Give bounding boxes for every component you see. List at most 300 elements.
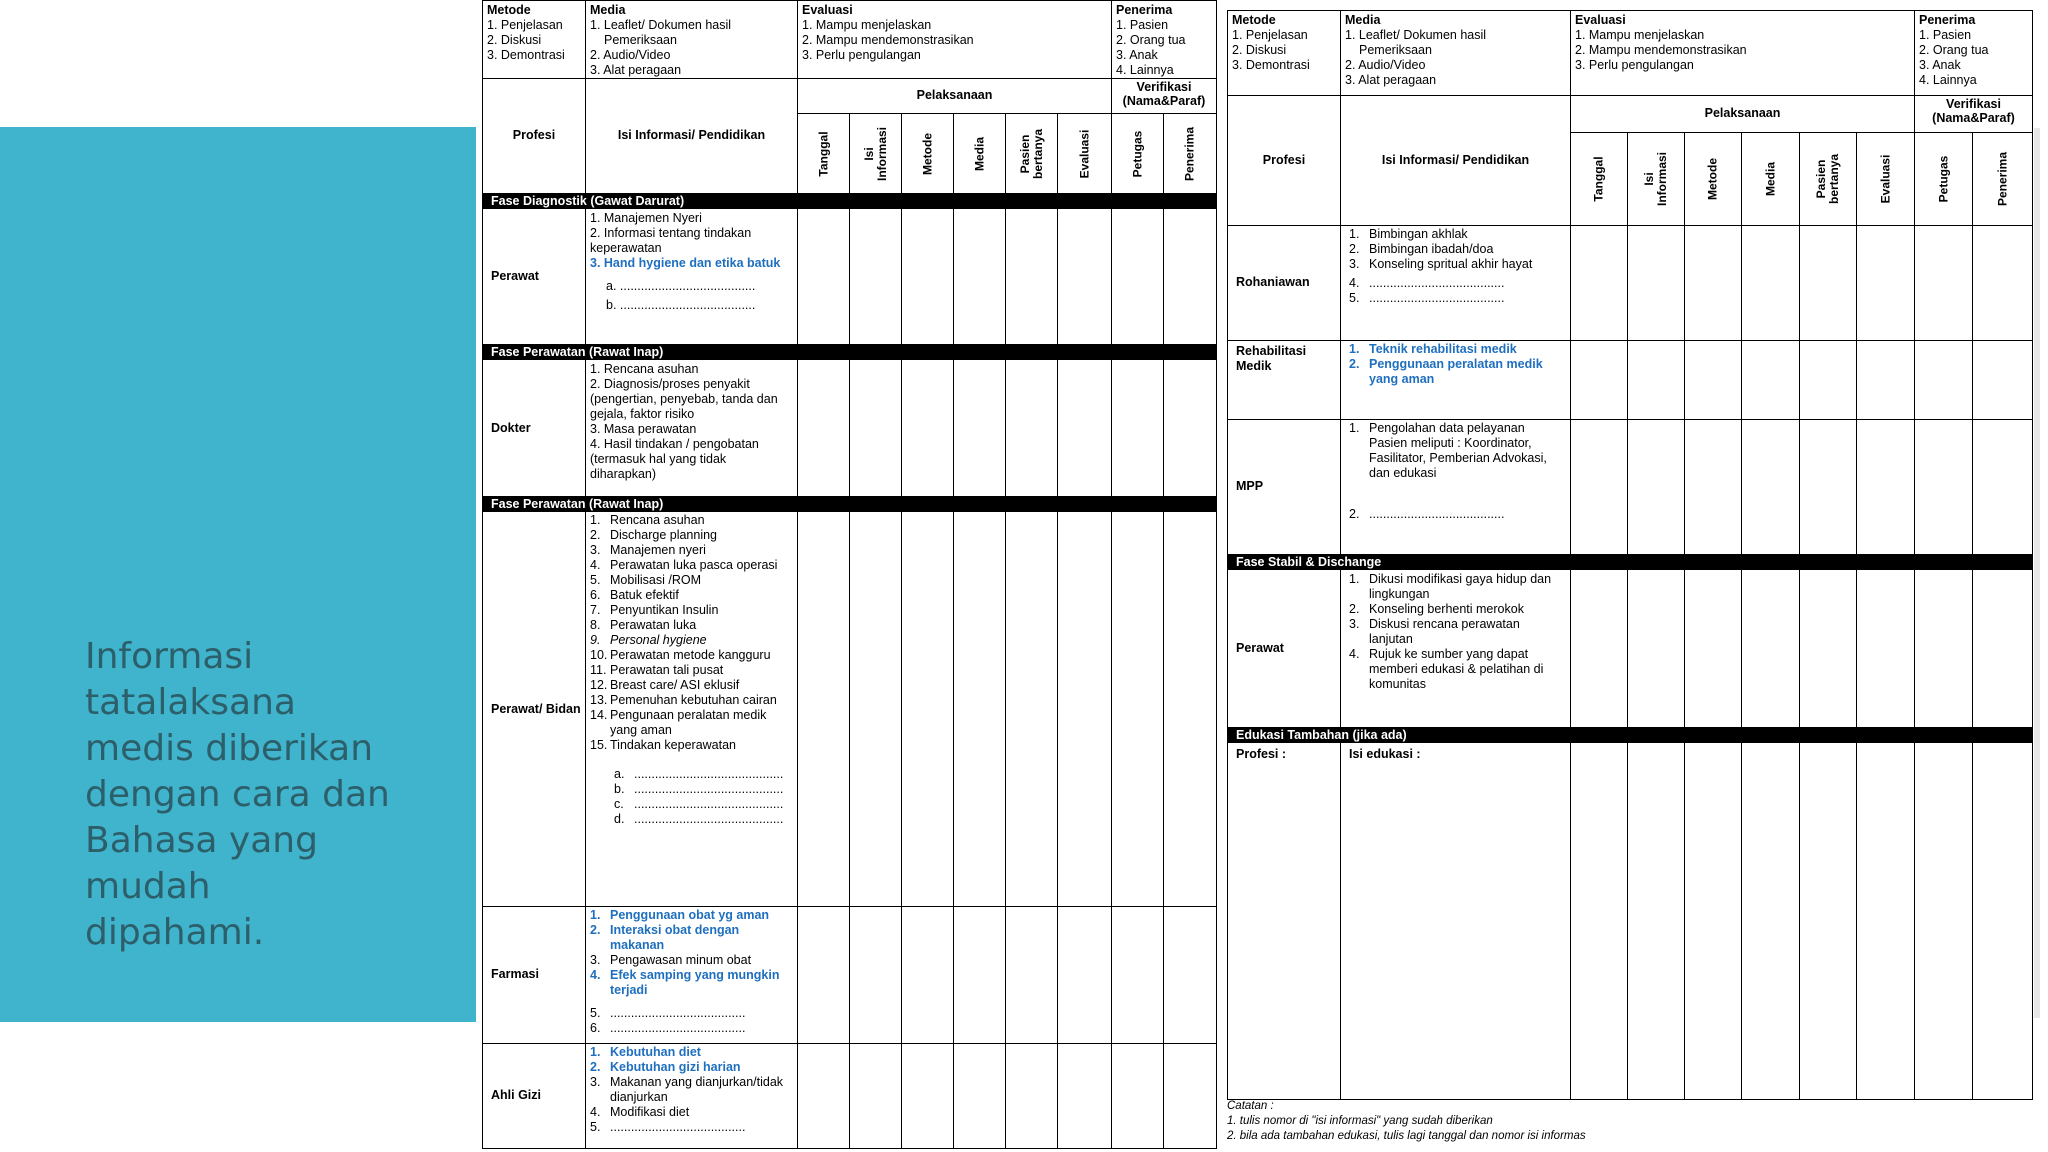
col-label: Tanggal <box>816 130 830 177</box>
legend-item: Pemeriksaan <box>604 33 677 47</box>
info-item: 2. Informasi tentang tindakan keperawatan <box>590 226 752 255</box>
info-list <box>590 908 793 1036</box>
table-cell[interactable] <box>1164 209 1216 344</box>
legend-item: 2. Orang tua <box>1919 43 1989 57</box>
form-legend-header <box>483 1 1216 79</box>
item-number: 7. <box>590 603 601 617</box>
info-cell <box>586 1043 798 1148</box>
header-profesi: Profesi <box>1228 95 1341 225</box>
row-rehabilitasi-medik <box>1228 340 2032 420</box>
item-number: 1. <box>590 513 601 527</box>
list-item <box>1349 572 1566 602</box>
item-text: ....................................... <box>610 1021 746 1035</box>
item-text: Perawatan tali pusat <box>610 663 724 677</box>
list-item <box>590 738 793 753</box>
col-label: Petugas <box>1936 155 1950 203</box>
list-item <box>590 1105 793 1120</box>
list-item <box>590 558 793 573</box>
profesi-label: Rehabilitasi Medik <box>1228 340 1341 419</box>
table-cell[interactable] <box>1058 906 1112 1043</box>
item-text: Kebutuhan diet <box>610 1045 701 1059</box>
item-number: 13. <box>590 693 608 707</box>
info-item: 3. Masa perawatan <box>590 422 697 436</box>
header-tanggal <box>798 114 850 193</box>
legend-item: 2. Orang tua <box>1116 33 1186 47</box>
item-text: Bimbingan akhlak <box>1369 227 1468 241</box>
row-perawat-stabil <box>1228 570 2032 728</box>
header-penerima <box>1973 133 2032 225</box>
profesi-label: Perawat <box>1228 570 1341 727</box>
header-pelaksanaan: Pelaksanaan <box>798 78 1112 114</box>
item-text: Mobilisasi /ROM <box>610 573 701 587</box>
item-number: 1. <box>590 1045 601 1059</box>
table-cell[interactable] <box>1571 419 1628 554</box>
list-item <box>590 648 793 663</box>
list-item <box>590 528 793 543</box>
item-number: d. <box>614 812 625 826</box>
table-cell[interactable] <box>902 209 954 344</box>
list-item <box>590 908 793 923</box>
list-item <box>1349 257 1566 272</box>
table-cell[interactable] <box>1112 512 1164 906</box>
item-text: Dikusi modifikasi gaya hidup dan lingkungan <box>1369 572 1552 601</box>
header-media <box>1742 133 1800 225</box>
education-form-left <box>482 0 1217 1149</box>
table-cell[interactable] <box>1973 570 2032 727</box>
table-cell[interactable] <box>1857 225 1915 340</box>
item-text: ........................................... <box>634 797 784 811</box>
header-verifikasi: Verifikasi (Nama&Paraf) <box>1915 95 2032 133</box>
header-pasien-bertanya <box>1006 114 1058 193</box>
col-label: Isi Informasi <box>1642 152 1669 207</box>
item-number: b. <box>614 782 625 796</box>
table-cell[interactable] <box>1915 570 1973 727</box>
table-cell[interactable] <box>1571 570 1628 727</box>
table-cell[interactable] <box>798 512 850 906</box>
list-item <box>590 1006 793 1021</box>
header-pasien-bertanya <box>1800 133 1857 225</box>
info-cell <box>586 906 798 1043</box>
item-text: Penyuntikan Insulin <box>610 603 719 617</box>
item-text: Rencana asuhan <box>610 513 705 527</box>
table-cell[interactable] <box>1006 209 1058 344</box>
item-number: 9. <box>590 633 601 647</box>
item-text: ....................................... <box>1369 291 1505 305</box>
list-item <box>1349 421 1566 481</box>
table-cell[interactable] <box>1915 340 1973 419</box>
table-cell[interactable] <box>1800 743 1857 1099</box>
page-edge-shadow <box>2034 128 2040 1018</box>
list-item <box>590 953 793 968</box>
item-text: Rujuk ke sumber yang dapat memberi edukasi & pelatihan di komunitas <box>1369 647 1544 691</box>
profesi-field-label: Profesi : <box>1228 743 1341 1099</box>
legend-title: Evaluasi <box>802 3 853 17</box>
row-farmasi <box>483 906 1216 1044</box>
col-label: Pasien bertanya <box>1814 153 1841 205</box>
list-item <box>1349 647 1566 692</box>
legend-item: 1. Leaflet/ Dokumen hasil <box>590 18 732 32</box>
col-label: Evaluasi <box>1878 154 1892 204</box>
header-metode <box>902 114 954 193</box>
item-number: 4. <box>1349 276 1360 290</box>
header-isi-info-col <box>1628 133 1685 225</box>
table-cell[interactable] <box>1685 743 1742 1099</box>
list-item <box>590 618 793 633</box>
form-legend-header <box>1228 11 2032 96</box>
table-header <box>1228 95 2032 226</box>
education-form-right <box>1227 10 2033 1100</box>
item-number: 2. <box>1349 242 1360 256</box>
info-item: 3. Hand hygiene dan etika batuk <box>590 256 781 270</box>
table-cell[interactable] <box>1058 209 1112 344</box>
list-item <box>590 633 793 648</box>
legend-metode <box>1228 11 1341 95</box>
table-cell[interactable] <box>954 512 1006 906</box>
table-cell[interactable] <box>850 906 902 1043</box>
info-list <box>590 1045 793 1135</box>
item-number: 1. <box>590 908 601 922</box>
list-item <box>590 1045 793 1060</box>
list-item <box>590 1021 793 1036</box>
list-item <box>1349 602 1566 617</box>
item-text: Konseling berhenti merokok <box>1369 602 1524 616</box>
list-item <box>590 923 793 953</box>
table-cell[interactable] <box>798 360 850 496</box>
list-item <box>1349 291 1566 306</box>
table-cell[interactable] <box>1742 225 1800 340</box>
col-label: Metode <box>920 132 934 175</box>
table-cell[interactable] <box>954 906 1006 1043</box>
legend-item: 2. Audio/Video <box>590 48 671 62</box>
info-cell <box>1341 225 1571 340</box>
item-number: 3. <box>1349 257 1360 271</box>
list-item <box>1349 357 1566 387</box>
isi-edukasi-label: Isi edukasi : <box>1341 743 1571 1099</box>
item-number: 4. <box>590 558 601 572</box>
item-text: Breast care/ ASI eklusif <box>610 678 740 692</box>
table-cell[interactable] <box>1742 570 1800 727</box>
table-cell[interactable] <box>954 1043 1006 1148</box>
table-cell[interactable] <box>1628 225 1685 340</box>
legend-item: 3. Anak <box>1919 58 1961 72</box>
table-cell[interactable] <box>1857 340 1915 419</box>
list-item <box>614 812 793 827</box>
table-cell[interactable] <box>1112 1043 1164 1148</box>
list-item <box>590 1120 793 1135</box>
col-label: Penerima <box>1182 126 1197 181</box>
table-cell[interactable] <box>1857 419 1915 554</box>
table-cell[interactable] <box>1058 512 1112 906</box>
header-isi-informasi: Isi Informasi/ Pendidikan <box>1341 95 1571 225</box>
list-item <box>590 603 793 618</box>
note-item-1: 1. tulis nomor di "isi informasi" yang sudah diberikan <box>1227 1115 1493 1127</box>
header-pelaksanaan: Pelaksanaan <box>1571 95 1915 133</box>
item-text: Teknik rehabilitasi medik <box>1369 342 1517 356</box>
item-text: ....................................... <box>1369 276 1505 290</box>
table-cell[interactable] <box>1915 743 1973 1099</box>
item-number: 3. <box>1349 617 1360 631</box>
sidebar-panel <box>0 127 476 1022</box>
legend-item: 2. Mampu mendemonstrasikan <box>1575 43 1747 57</box>
table-cell[interactable] <box>1685 340 1742 419</box>
table-cell[interactable] <box>1112 209 1164 344</box>
phase-diagnostik: Fase Diagnostik (Gawat Darurat) <box>483 193 1216 209</box>
item-number: 6. <box>590 588 601 602</box>
item-number: 4. <box>1349 647 1360 661</box>
header-profesi: Profesi <box>483 78 586 193</box>
info-item: 1. Manajemen Nyeri <box>590 211 702 225</box>
legend-title: Metode <box>487 3 531 17</box>
info-item: 1. Rencana asuhan <box>590 362 699 376</box>
info-cell <box>1341 570 1571 727</box>
table-cell[interactable] <box>1628 743 1685 1099</box>
item-text: ....................................... <box>1369 507 1505 521</box>
row-ahli-gizi <box>483 1043 1216 1148</box>
item-text: Diskusi rencana perawatan lanjutan <box>1369 617 1520 646</box>
col-label: Petugas <box>1130 130 1144 177</box>
item-number: 2. <box>590 1060 601 1074</box>
header-petugas <box>1112 114 1164 193</box>
header-petugas <box>1915 133 1973 225</box>
table-cell[interactable] <box>1742 340 1800 419</box>
legend-item: 1. Penjelasan <box>1232 28 1308 42</box>
legend-item: 1. Mampu menjelaskan <box>1575 28 1705 42</box>
table-cell[interactable] <box>1685 225 1742 340</box>
item-text: Interaksi obat dengan makanan <box>610 923 740 952</box>
table-cell[interactable] <box>902 512 954 906</box>
info-cell <box>586 360 798 496</box>
info-list <box>1349 421 1566 522</box>
profesi-label: Rohaniawan <box>1228 225 1341 340</box>
table-cell[interactable] <box>902 360 954 496</box>
legend-item: 3. Perlu pengulangan <box>1575 58 1694 72</box>
profesi-label: MPP <box>1228 419 1341 554</box>
item-number: 5. <box>590 1006 601 1020</box>
table-cell[interactable] <box>1973 225 2032 340</box>
item-text: ....................................... <box>610 1120 746 1134</box>
legend-item: 3. Demontrasi <box>1232 58 1310 72</box>
legend-penerima <box>1915 11 2032 95</box>
info-item: a. ....................................... <box>606 279 756 293</box>
row-dokter <box>483 360 1216 497</box>
item-text: Tindakan keperawatan <box>610 738 737 752</box>
item-text: Konseling spritual akhir hayat <box>1369 257 1533 271</box>
table-cell[interactable] <box>1800 225 1857 340</box>
row-rohaniawan <box>1228 225 2032 341</box>
table-cell[interactable] <box>1685 570 1742 727</box>
list-item <box>590 693 793 708</box>
item-number: 1. <box>1349 421 1360 435</box>
table-cell[interactable] <box>798 1043 850 1148</box>
col-label: Pasien bertanya <box>1017 128 1045 179</box>
phase-edukasi-tambahan: Edukasi Tambahan (jika ada) <box>1228 727 2032 743</box>
profesi-label: Farmasi <box>483 906 586 1043</box>
table-cell[interactable] <box>1058 1043 1112 1148</box>
item-number: 2. <box>590 923 601 937</box>
row-edukasi-tambahan <box>1228 743 2032 1099</box>
table-cell[interactable] <box>1164 1043 1216 1148</box>
item-number: 2. <box>1349 602 1360 616</box>
legend-item: 3. Alat peragaan <box>590 63 682 77</box>
table-cell[interactable] <box>1164 360 1216 496</box>
row-perawat-diagnostik <box>483 209 1216 345</box>
info-cell <box>1341 340 1571 419</box>
table-cell[interactable] <box>1628 570 1685 727</box>
item-text: Manajemen nyeri <box>610 543 706 557</box>
legend-item: 3. Alat peragaan <box>1345 73 1437 87</box>
list-item <box>590 513 793 528</box>
info-item: b. ....................................... <box>606 298 756 312</box>
info-item: 2. Diagnosis/proses penyakit (pengertian, penyebab, tanda dan gejala, faktor risiko <box>590 377 778 421</box>
table-cell[interactable] <box>850 209 902 344</box>
info-cell <box>1341 419 1571 554</box>
item-number: 12. <box>590 678 608 692</box>
item-number: 3. <box>590 953 601 967</box>
legend-item: 1. Mampu menjelaskan <box>802 18 932 32</box>
phase-stabil-discharge: Fase Stabil & Dischange <box>1228 554 2032 570</box>
phase-perawatan: Fase Perawatan (Rawat Inap) <box>483 344 1216 360</box>
legend-item: Pemeriksaan <box>1359 43 1432 57</box>
legend-item: 1. Pasien <box>1116 18 1169 32</box>
table-cell[interactable] <box>798 906 850 1043</box>
list-item <box>590 1075 793 1105</box>
table-header <box>483 78 1216 194</box>
col-label: Media <box>972 136 986 171</box>
item-number: 10. <box>590 648 608 662</box>
legend-title: Media <box>590 3 626 17</box>
item-number: 11. <box>590 663 607 677</box>
table-cell[interactable] <box>1742 419 1800 554</box>
item-text: Pengunaan peralatan medik yang aman <box>610 708 767 737</box>
phase-perawatan-2: Fase Perawatan (Rawat Inap) <box>483 496 1216 512</box>
item-number: 4. <box>590 1105 601 1119</box>
item-number: 1. <box>1349 342 1360 356</box>
table-cell[interactable] <box>1628 419 1685 554</box>
list-item <box>590 543 793 558</box>
table-cell[interactable] <box>1685 419 1742 554</box>
item-number: 3. <box>590 1075 601 1089</box>
item-text: Pengolahan data pelayanan Pasien meliputi : Koordinator, Fasilitator, Pemberian Advokasi, dan edukasi <box>1369 421 1547 480</box>
blank-list <box>590 767 793 827</box>
table-cell[interactable] <box>1800 570 1857 727</box>
notes-title: Catatan : <box>1227 1100 1274 1112</box>
list-item <box>614 797 793 812</box>
table-cell[interactable] <box>1800 340 1857 419</box>
item-text: ........................................... <box>634 812 784 826</box>
item-text: Perawatan metode kangguru <box>610 648 771 662</box>
table-cell[interactable] <box>1571 743 1628 1099</box>
item-number: 5. <box>590 573 601 587</box>
table-cell[interactable] <box>1915 419 1973 554</box>
table-cell[interactable] <box>954 360 1006 496</box>
header-evaluasi <box>1058 114 1112 193</box>
item-number: 6. <box>590 1021 601 1035</box>
list-item <box>590 1060 793 1075</box>
header-media <box>954 114 1006 193</box>
table-cell[interactable] <box>1857 743 1915 1099</box>
table-cell[interactable] <box>1006 1043 1058 1148</box>
table-cell[interactable] <box>1915 225 1973 340</box>
table-cell[interactable] <box>850 1043 902 1148</box>
table-cell[interactable] <box>1571 340 1628 419</box>
legend-penerima <box>1112 1 1216 78</box>
table-cell[interactable] <box>1112 906 1164 1043</box>
table-cell[interactable] <box>1742 743 1800 1099</box>
list-item <box>1349 617 1566 647</box>
table-cell[interactable] <box>1571 225 1628 340</box>
table-cell[interactable] <box>1164 906 1216 1043</box>
table-cell[interactable] <box>1164 512 1216 906</box>
info-item: 4. Hasil tindakan / pengobatan (termasuk hal yang tidak diharapkan) <box>590 437 759 481</box>
item-text: Pengawasan minum obat <box>610 953 752 967</box>
table-cell[interactable] <box>1800 419 1857 554</box>
table-cell[interactable] <box>1006 360 1058 496</box>
table-cell[interactable] <box>850 512 902 906</box>
table-cell[interactable] <box>850 360 902 496</box>
list-item <box>590 588 793 603</box>
legend-media <box>1341 11 1571 95</box>
header-metode <box>1685 133 1742 225</box>
legend-item: 1. Penjelasan <box>487 18 563 32</box>
legend-title: Evaluasi <box>1575 13 1626 27</box>
sidebar-caption: Informasi tatalaksana medis diberikan dengan cara dan Bahasa yang mudah dipahami. <box>85 636 390 953</box>
legend-title: Penerima <box>1116 3 1173 17</box>
list-item <box>1349 507 1566 522</box>
note-item-2: 2. bila ada tambahan edukasi, tulis lagi tanggal dan nomor isi informas <box>1227 1130 1586 1142</box>
legend-item: 4. Lainnya <box>1919 73 1977 87</box>
table-cell[interactable] <box>1973 743 2032 1099</box>
table-cell[interactable] <box>1628 340 1685 419</box>
table-cell[interactable] <box>1112 360 1164 496</box>
item-number: 4. <box>590 968 601 982</box>
item-text: Penggunaan peralatan medik yang aman <box>1369 357 1543 386</box>
info-cell <box>586 209 798 344</box>
table-cell[interactable] <box>798 209 850 344</box>
table-cell[interactable] <box>1973 340 2032 419</box>
table-cell[interactable] <box>1973 419 2032 554</box>
table-cell[interactable] <box>1857 570 1915 727</box>
info-list <box>1349 342 1566 387</box>
table-cell[interactable] <box>902 1043 954 1148</box>
legend-item: 3. Perlu pengulangan <box>802 48 921 62</box>
profesi-label: Dokter <box>483 360 586 496</box>
table-cell[interactable] <box>1058 360 1112 496</box>
header-tanggal <box>1571 133 1628 225</box>
header-isi-info-col <box>850 114 902 193</box>
item-number: 14. <box>590 708 608 722</box>
legend-evaluasi <box>798 1 1112 78</box>
item-number: 8. <box>590 618 601 632</box>
legend-media <box>586 1 798 78</box>
table-cell[interactable] <box>954 209 1006 344</box>
legend-item: 3. Demontrasi <box>487 48 565 62</box>
item-number: 1. <box>1349 572 1360 586</box>
header-evaluasi <box>1857 133 1915 225</box>
item-text: Efek samping yang mungkin terjadi <box>610 968 780 997</box>
table-cell[interactable] <box>1006 512 1058 906</box>
profesi-label: Perawat <box>483 209 586 344</box>
col-label: Metode <box>1705 158 1720 200</box>
item-text: Bimbingan ibadah/doa <box>1369 242 1494 256</box>
item-text: Kebutuhan gizi harian <box>610 1060 741 1074</box>
list-item <box>1349 227 1566 242</box>
table-cell[interactable] <box>902 906 954 1043</box>
item-text: Penggunaan obat yg aman <box>610 908 770 922</box>
table-cell[interactable] <box>1006 906 1058 1043</box>
legend-item: 4. Lainnya <box>1116 63 1174 77</box>
item-text: ........................................... <box>634 767 784 781</box>
item-number: c. <box>614 797 624 811</box>
